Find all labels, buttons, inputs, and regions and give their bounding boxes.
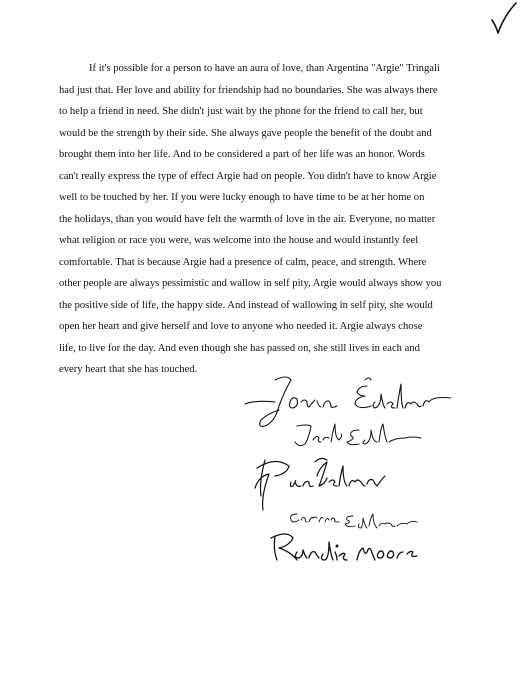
body-line-2: had just that. Her love and ability for friendship had no boundaries. She was always there [59, 84, 438, 96]
body-line-12: the positive side of life, the happy side. And instead of wallowing in self pity, she would [59, 299, 433, 311]
body-line-5: brought them into her life. And to be considered a part of her life was an honor. Words [59, 149, 425, 160]
signature-5 [235, 522, 455, 572]
body-line-4: would be the strength by their side. She always gave people the benefit of the doubt and [59, 127, 432, 139]
body-line-13: open her heart and give herself and love to anyone who needed it. Argie always chose [59, 321, 423, 332]
body-line-7: well to be touched by her. If you were lucky enough to have time to be at her home on [59, 192, 425, 203]
letter-body [59, 58, 444, 381]
body-line-9: what religion or race you were, was welcome into the house and would instantly feel [59, 235, 419, 246]
body-line-1: If it's possible for a person to have an aura of love, than Argentina "Argie" Tringali [89, 63, 440, 74]
signature-block [235, 372, 455, 572]
body-line-15: every heart that she has touched. [59, 364, 198, 375]
body-line-10: comfortable. That is because Argie had a presence of calm, peace, and strength. Where [59, 256, 427, 268]
body-line-6: can't really express the type of effect Argie had on people. You didn't have to know Argie [59, 170, 437, 182]
body-line-11: other people are always pessimistic and wallow in self pity, Argie would always show you [59, 278, 442, 289]
body-line-14: life, to live for the day. And even though she has passed on, she still lives in each and [59, 342, 420, 354]
check-mark-icon [478, 0, 518, 40]
body-line-3: to help a friend in need. She didn't just wait by the phone for the friend to call her, but [59, 106, 423, 117]
body-line-8: the holidays, than you would have felt the warmth of love in the air. Everyone, no matter [59, 213, 436, 225]
